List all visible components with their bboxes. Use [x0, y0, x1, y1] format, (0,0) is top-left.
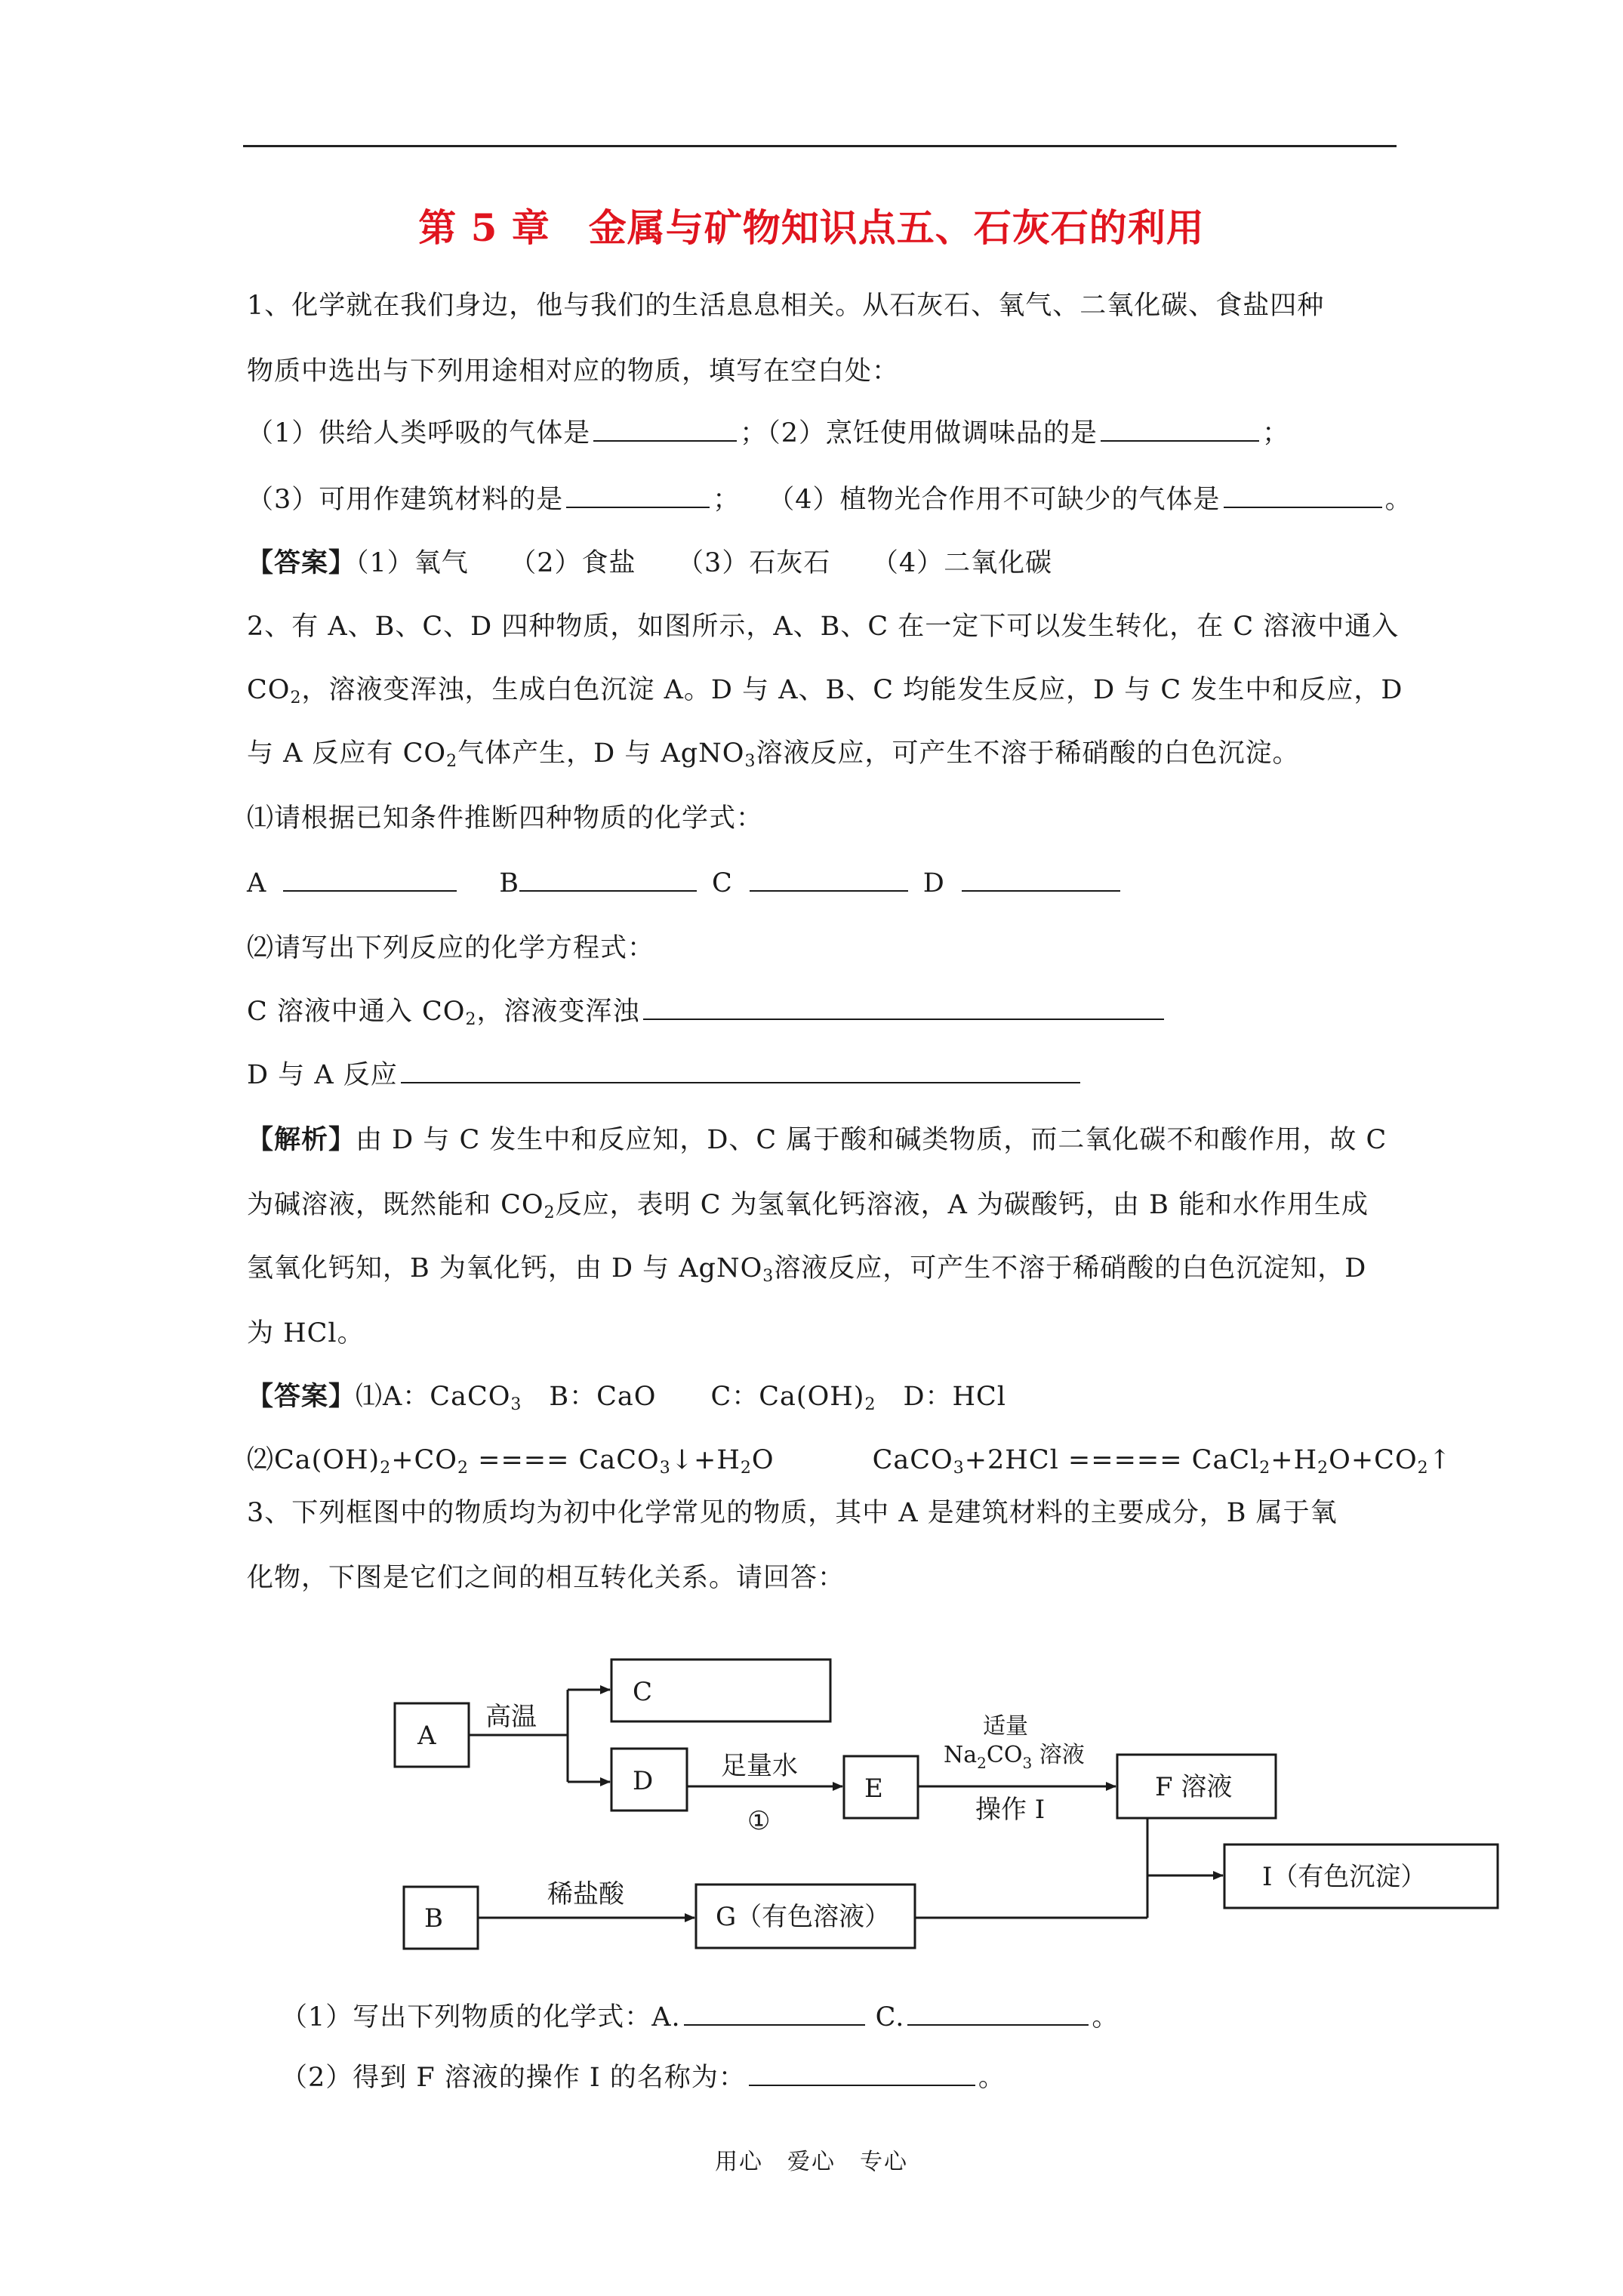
- subscript: 2: [290, 689, 302, 707]
- subscript: 3: [744, 752, 756, 771]
- subscript: 2: [380, 1459, 392, 1478]
- equation: +2HCl ===== CaCl: [964, 1445, 1260, 1475]
- equation: O: [751, 1445, 775, 1475]
- q3-line1: 3、下列框图中的物质均为初中化学常见的物质，其中 A 是建筑材料的主要成分，B 属于氧: [247, 1498, 1338, 1528]
- q1-text: ； （4）植物光合作用不可缺少的气体是: [713, 485, 1221, 515]
- q1-line1: 1、化学就在我们身边，他与我们的生活息息相关。从石灰石、氧气、二氧化碳、食盐四种: [247, 291, 1325, 321]
- subscript: 2: [465, 1010, 477, 1029]
- q2-text: CO: [247, 675, 291, 705]
- label-f: F 溶液: [1155, 1772, 1233, 1802]
- equation: O+CO: [1329, 1445, 1418, 1475]
- answer-text: （1）氧气 （2）食盐 （3）石灰石 （4）二氧化碳: [356, 548, 1053, 578]
- answer-text: B：CaO C：Ca(OH): [522, 1382, 865, 1412]
- q3-text: 。: [1092, 2002, 1119, 2032]
- analysis-text: 为碱溶液，既然能和 CO: [247, 1190, 544, 1220]
- answer-blank[interactable]: [684, 2002, 865, 2026]
- label-caozuo: 操作 I: [975, 1795, 1046, 1825]
- label-na2co3: [944, 1742, 1085, 1772]
- equation: CaCO: [872, 1445, 953, 1475]
- q2-text: D 与 A 反应: [247, 1060, 398, 1090]
- q3-text: C.: [875, 2002, 905, 2032]
- label-xiyansuan: 稀盐酸: [547, 1879, 624, 1909]
- subscript: 2: [1259, 1459, 1271, 1478]
- q1-text: （3）可用作建筑材料的是: [247, 485, 564, 515]
- answer-blank[interactable]: [907, 2002, 1089, 2026]
- subscript: 2: [544, 1203, 556, 1222]
- label-c: C: [712, 868, 733, 898]
- na2co3-part: 溶液: [1032, 1742, 1085, 1768]
- subscript: 2: [457, 1459, 469, 1478]
- q2-text: ，溶液变浑浊: [476, 997, 640, 1027]
- label-d: D: [633, 1766, 654, 1796]
- q2-text: C 溶液中通入 CO: [247, 997, 466, 1027]
- analysis-text: 由 D 与 C 发生中和反应知，D、C 属于酸和碱类物质，而二氧化碳不和酸作用，故 C: [356, 1125, 1387, 1155]
- q3-text: 。: [978, 2063, 1006, 2093]
- page-title: 第 5 章 金属与矿物知识点五、石灰石的利用: [418, 205, 1205, 250]
- q3-sub1: [281, 2001, 1119, 2034]
- na2co3-part: CO: [986, 1742, 1023, 1768]
- label-shiliang: 适量: [983, 1713, 1028, 1740]
- subscript: 3: [659, 1459, 671, 1478]
- equation: ↑: [1428, 1445, 1452, 1475]
- label-b: B: [424, 1903, 443, 1934]
- subscript: 2: [1317, 1459, 1329, 1478]
- label-d: D: [922, 868, 945, 898]
- q2-line1: 2、有 A、B、C、D 四种物质，如图所示，A、B、C 在一定下可以发生转化，在 C 溶液中通入: [247, 612, 1400, 642]
- label-e: E: [864, 1774, 883, 1804]
- equation: +H: [1270, 1445, 1318, 1475]
- answer-blank[interactable]: [749, 2062, 975, 2086]
- q2-text: 气体产生，D 与 AgNO: [457, 738, 745, 769]
- subscript: 3: [953, 1459, 965, 1478]
- subscript: 2: [864, 1395, 876, 1414]
- na2co3-part: Na: [944, 1742, 978, 1768]
- label-step-1: ①: [747, 1806, 771, 1836]
- analysis-tag: 【解析】: [247, 1124, 356, 1155]
- q3-line2: 化物，下图是它们之间的相互转化关系。请回答：: [247, 1563, 845, 1593]
- q1-text: 。: [1384, 485, 1412, 515]
- q2-sub1: ⑴请根据已知条件推断四种物质的化学式：: [247, 803, 764, 834]
- answer-text: ⑴A：CaCO: [356, 1382, 511, 1412]
- analysis-text: 反应，表明 C 为氢氧化钙溶液，A 为碳酸钙，由 B 能和水作用生成: [555, 1190, 1369, 1220]
- label-b: B: [499, 868, 520, 898]
- q2-sub2: ⑵请写出下列反应的化学方程式：: [247, 933, 655, 963]
- q3-sub2: [281, 2061, 1006, 2094]
- label-i: I（有色沉淀）: [1262, 1862, 1427, 1892]
- subscript: 2: [740, 1459, 752, 1478]
- q1-line2: 物质中选出与下列用途相对应的物质，填写在空白处：: [247, 356, 900, 387]
- answer-text: D：HCl: [876, 1382, 1006, 1412]
- subscript: 3: [510, 1395, 522, 1414]
- subscript: 2: [1417, 1459, 1429, 1478]
- page-footer: 用心 爱心 专心: [715, 2149, 908, 2175]
- equation: ==== CaCO: [469, 1445, 660, 1475]
- na2co3-sub: 3: [1022, 1754, 1033, 1772]
- q3-text: （2）得到 F 溶液的操作 I 的名称为：: [281, 2063, 746, 2093]
- label-zuliangshui: 足量水: [721, 1751, 798, 1781]
- answer-tag: 【答案】: [247, 1381, 356, 1412]
- q2-text: ，溶液变浑浊，生成白色沉淀 A。D 与 A、B、C 均能发生反应，D 与 C 发生中和反应，D: [301, 675, 1403, 705]
- answer-tag: 【答案】: [247, 547, 356, 578]
- analysis-text: 氢氧化钙知，B 为氧化钙，由 D 与 AgNO: [247, 1253, 763, 1284]
- equation: +CO: [391, 1445, 457, 1475]
- q1-text: （1）供给人类呼吸的气体是: [247, 418, 591, 448]
- q1-text: ；（2）烹饪使用做调味品的是: [740, 418, 1098, 448]
- label-a: A: [417, 1721, 436, 1751]
- subscript: 2: [446, 752, 458, 771]
- label-gaowen: 高温: [485, 1702, 537, 1732]
- equation: ⑵Ca(OH): [247, 1445, 380, 1475]
- label-c: C: [633, 1677, 653, 1707]
- equation: ↓+H: [670, 1445, 741, 1475]
- na2co3-sub: 2: [977, 1754, 987, 1772]
- q2-analysis-4: 为 HCl。: [247, 1318, 365, 1348]
- q2-text: 溶液反应，可产生不溶于稀硝酸的白色沉淀。: [756, 738, 1300, 769]
- label-a: A: [247, 868, 267, 898]
- subscript: 3: [762, 1267, 775, 1286]
- analysis-text: 溶液反应，可产生不溶于稀硝酸的白色沉淀知，D: [774, 1253, 1367, 1284]
- q3-text: （1）写出下列物质的化学式：A.: [281, 2002, 681, 2032]
- q2-text: 与 A 反应有 CO: [247, 738, 447, 769]
- q1-text: ；: [1262, 418, 1290, 448]
- label-g: G（有色溶液）: [716, 1902, 891, 1932]
